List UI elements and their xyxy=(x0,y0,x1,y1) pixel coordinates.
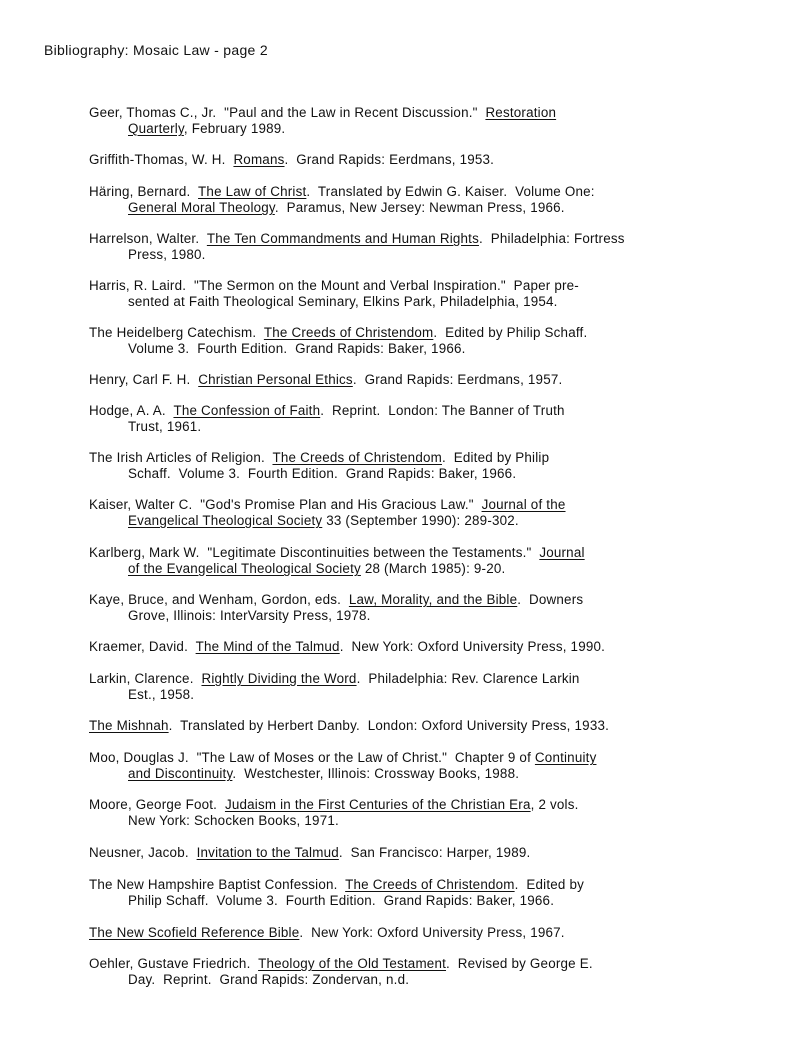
entry-first-line xyxy=(89,325,587,341)
bibliography-entry xyxy=(89,592,583,624)
underlined-title: The Creeds of Christendom xyxy=(345,877,515,892)
entry-continuation-line xyxy=(89,561,585,577)
entry-first-line xyxy=(89,845,530,861)
underlined-title: The Creeds of Christendom xyxy=(263,325,434,340)
entry-continuation-line xyxy=(89,294,579,310)
entry-text: Harris, R. Laird. "The Sermon on the Mount and Verbal Inspiration." Paper pre- xyxy=(89,278,579,293)
entry-text: The Heidelberg Catechism. xyxy=(89,325,264,340)
bibliography-entry xyxy=(89,325,587,357)
entry-text: . Translated by Herbert Danby. London: Oxford University Press, 1933. xyxy=(168,718,610,733)
entry-first-line xyxy=(89,592,583,608)
bibliography-entry xyxy=(89,671,580,703)
entry-text: . Reprint. London: The Banner of Truth xyxy=(320,403,565,418)
entry-text: . Edited by xyxy=(514,877,585,892)
entry-text: . Edited by Philip xyxy=(441,450,550,465)
entry-text: Harrelson, Walter. xyxy=(89,231,207,246)
entry-text: . Paramus, New Jersey: Newman Press, 1966. xyxy=(274,200,565,215)
underlined-title: Law, Morality, and the Bible xyxy=(348,592,518,607)
entry-text: sented at Faith Theological Seminary, Elkins Park, Philadelphia, 1954. xyxy=(128,294,558,309)
underlined-title: Rightly Dividing the Word xyxy=(201,671,357,686)
entry-text: . Revised by George E. xyxy=(446,956,593,971)
underlined-title: The Ten Commandments and Human Rights xyxy=(206,231,479,246)
entry-text: . San Francisco: Harper, 1989. xyxy=(338,845,531,860)
entry-first-line xyxy=(89,184,595,200)
underlined-title: Romans xyxy=(233,152,285,167)
entry-first-line xyxy=(89,372,562,388)
entry-text: . Downers xyxy=(517,592,584,607)
entry-text: Moore, George Foot. xyxy=(89,797,225,812)
underlined-title: Restoration xyxy=(485,105,557,120)
entry-text: Larkin, Clarence. xyxy=(89,671,202,686)
entry-first-line xyxy=(89,797,579,813)
entry-continuation-line xyxy=(89,813,579,829)
entry-text: Oehler, Gustave Friedrich. xyxy=(89,956,259,971)
entry-text: . Philadelphia: Fortress xyxy=(478,231,625,246)
underlined-title: General Moral Theology xyxy=(128,200,275,215)
entry-text: Est., 1958. xyxy=(128,687,195,702)
underlined-title: Evangelical Theological Society xyxy=(128,513,323,528)
underlined-title: Journal xyxy=(539,545,585,560)
underlined-title: The New Scofield Reference Bible xyxy=(89,925,300,940)
entry-text: Trust, 1961. xyxy=(128,419,202,434)
entry-continuation-line xyxy=(89,766,596,782)
bibliography-entry xyxy=(89,956,593,988)
entry-first-line xyxy=(89,403,565,419)
entry-first-line xyxy=(89,545,585,561)
entry-text: Kraemer, David. xyxy=(89,639,196,654)
entry-first-line xyxy=(89,105,556,121)
entry-first-line xyxy=(89,718,609,734)
entry-text: New York: Schocken Books, 1971. xyxy=(128,813,339,828)
bibliography-entry xyxy=(89,372,562,388)
entry-first-line xyxy=(89,750,596,766)
entry-continuation-line xyxy=(89,341,587,357)
bibliography-entry xyxy=(89,152,494,168)
entry-text: Press, 1980. xyxy=(128,247,206,262)
entry-continuation-line xyxy=(89,972,593,988)
entry-text: . Philadelphia: Rev. Clarence Larkin xyxy=(356,671,580,686)
underlined-title: Journal of the xyxy=(481,497,566,512)
entry-text: . Translated by Edwin G. Kaiser. Volume One: xyxy=(306,184,595,199)
underlined-title: Christian Personal Ethics xyxy=(198,372,353,387)
entry-text: Neusner, Jacob. xyxy=(89,845,197,860)
underlined-title: Theology of the Old Testament xyxy=(258,956,447,971)
entry-continuation-line xyxy=(89,247,625,263)
entry-first-line xyxy=(89,152,494,168)
entry-text: Philip Schaff. Volume 3. Fourth Edition. Grand Rapids: Baker, 1966. xyxy=(128,893,555,908)
entry-text: Schaff. Volume 3. Fourth Edition. Grand Rapids: Baker, 1966. xyxy=(128,466,517,481)
entry-text: 33 (September 1990): 289-302. xyxy=(322,513,519,528)
entry-text: Henry, Carl F. H. xyxy=(89,372,199,387)
entry-text: Kaye, Bruce, and Wenham, Gordon, eds. xyxy=(89,592,349,607)
entry-text: Häring, Bernard. xyxy=(89,184,199,199)
entry-text: The Irish Articles of Religion. xyxy=(89,450,273,465)
entry-text: . Grand Rapids: Eerdmans, 1953. xyxy=(284,152,495,167)
entry-first-line xyxy=(89,278,579,294)
bibliography-entry xyxy=(89,278,579,310)
entry-first-line xyxy=(89,639,605,655)
entry-continuation-line xyxy=(89,419,565,435)
entry-text: . Grand Rapids: Eerdmans, 1957. xyxy=(352,372,563,387)
bibliography-entry xyxy=(89,184,595,216)
entry-first-line xyxy=(89,877,584,893)
underlined-title: Invitation to the Talmud xyxy=(196,845,339,860)
entry-first-line xyxy=(89,231,625,247)
underlined-title: The Confession of Faith xyxy=(173,403,321,418)
bibliography-entry xyxy=(89,845,530,861)
bibliography-entry xyxy=(89,105,556,137)
bibliography-entry xyxy=(89,403,565,435)
entry-first-line xyxy=(89,956,593,972)
entry-text: , February 1989. xyxy=(183,121,286,136)
entry-continuation-line xyxy=(89,608,583,624)
entry-first-line xyxy=(89,450,549,466)
bibliography-entry xyxy=(89,750,596,782)
entry-continuation-line xyxy=(89,893,584,909)
page-header: Bibliography: Mosaic Law - page 2 xyxy=(44,42,268,58)
underlined-title: Continuity xyxy=(534,750,597,765)
entry-continuation-line xyxy=(89,687,580,703)
underlined-title: The Law of Christ xyxy=(198,184,307,199)
entry-first-line xyxy=(89,671,580,687)
entry-text: Moo, Douglas J. "The Law of Moses or the Law of Christ." Chapter 9 of xyxy=(89,750,535,765)
entry-continuation-line xyxy=(89,200,595,216)
bibliography-entry xyxy=(89,497,566,529)
bibliography-entry xyxy=(89,925,565,941)
entry-text: . Westchester, Illinois: Crossway Books, 1988. xyxy=(232,766,520,781)
entry-text: Geer, Thomas C., Jr. "Paul and the Law in Recent Discussion." xyxy=(89,105,486,120)
bibliography-entry xyxy=(89,545,585,577)
bibliography-entry xyxy=(89,797,579,829)
entry-first-line xyxy=(89,925,565,941)
entry-continuation-line xyxy=(89,121,556,137)
entry-text: Grove, Illinois: InterVarsity Press, 1978. xyxy=(128,608,371,623)
entry-text: . New York: Oxford University Press, 1990. xyxy=(339,639,606,654)
underlined-title: and Discontinuity xyxy=(128,766,233,781)
bibliography-entry xyxy=(89,718,609,734)
underlined-title: The Creeds of Christendom xyxy=(272,450,442,465)
entry-text: The New Hampshire Baptist Confession. xyxy=(89,877,346,892)
underlined-title: Quarterly xyxy=(128,121,184,136)
entry-text: Kaiser, Walter C. "God's Promise Plan and His Gracious Law." xyxy=(89,497,482,512)
bibliography-entry xyxy=(89,450,549,482)
entry-text: . New York: Oxford University Press, 1967. xyxy=(299,925,565,940)
bibliography-entry xyxy=(89,877,584,909)
underlined-title: The Mind of the Talmud xyxy=(195,639,340,654)
entry-text: Day. Reprint. Grand Rapids: Zondervan, n.d. xyxy=(128,972,410,987)
entry-first-line xyxy=(89,497,566,513)
underlined-title: of the Evangelical Theological Society xyxy=(128,561,361,576)
entry-text: Karlberg, Mark W. "Legitimate Discontinuities between the Testaments." xyxy=(89,545,540,560)
entry-text: 28 (March 1985): 9-20. xyxy=(360,561,506,576)
underlined-title: Judaism in the First Centuries of the Christian Era xyxy=(224,797,531,812)
entry-text: Volume 3. Fourth Edition. Grand Rapids: Baker, 1966. xyxy=(128,341,466,356)
underlined-title: The Mishnah xyxy=(89,718,169,733)
bibliography-entry xyxy=(89,639,605,655)
entry-continuation-line xyxy=(89,513,566,529)
entry-text: , 2 vols. xyxy=(530,797,579,812)
entry-text: Hodge, A. A. xyxy=(89,403,174,418)
entry-text: . Edited by Philip Schaff. xyxy=(433,325,588,340)
bibliography-entry xyxy=(89,231,625,263)
entry-continuation-line xyxy=(89,466,549,482)
entry-text: Griffith-Thomas, W. H. xyxy=(89,152,234,167)
